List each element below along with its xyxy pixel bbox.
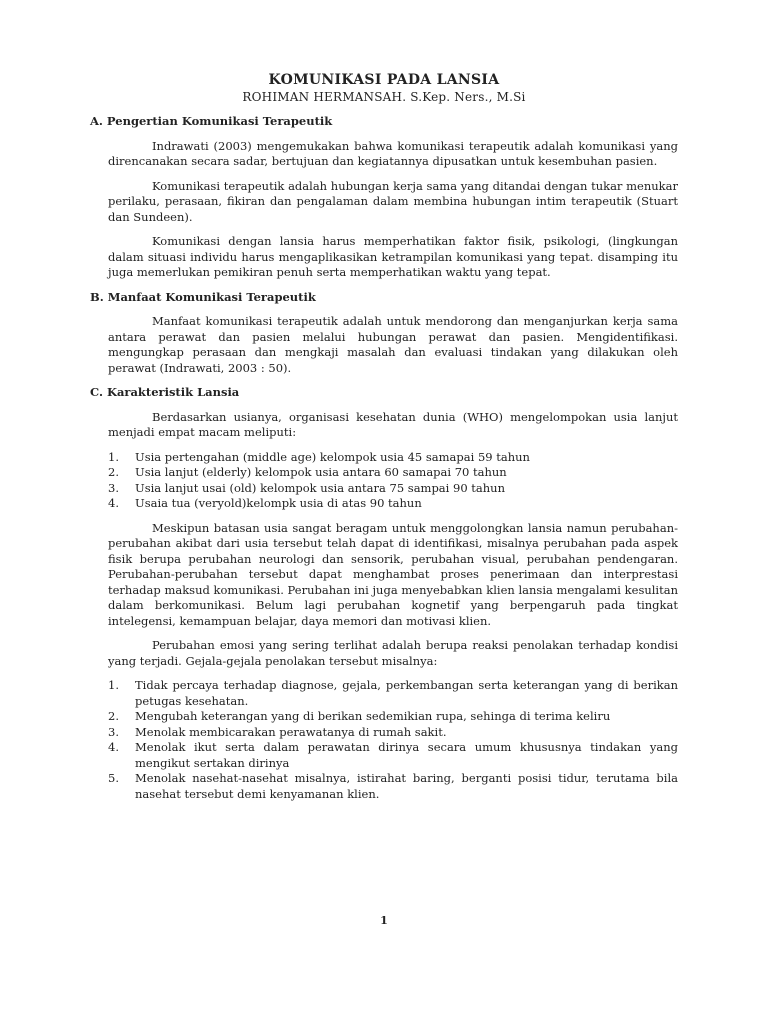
list-text: Usia lanjut (elderly) kelompok usia antara 60 samapai 70 tahun xyxy=(135,465,507,479)
list-item xyxy=(90,709,678,725)
list-number: 4. xyxy=(108,740,119,754)
list-text: Menolak ikut serta dalam perawatan dirinya secara umum khususnya tindakan yang mengikut sertakan dirinya xyxy=(135,740,678,770)
section-c-heading: C. Karakteristik Lansia xyxy=(90,385,240,399)
age-group-list xyxy=(90,450,678,512)
list-item xyxy=(90,740,678,771)
list-number: 1. xyxy=(108,678,119,692)
list-item xyxy=(90,465,678,481)
section-b-heading: B. Manfaat Komunikasi Terapeutik xyxy=(90,289,316,304)
list-item xyxy=(90,496,678,512)
list-number: 1. xyxy=(108,449,119,464)
list-number: 3. xyxy=(108,724,119,739)
list-text: Usia lanjut usai (old) kelompok usia antara 75 sampai 90 tahun xyxy=(135,480,505,495)
list-text: Menolak membicarakan perawatanya di rumah sakit. xyxy=(135,724,447,739)
rejection-symptom-list xyxy=(90,678,678,802)
paragraph: Indrawati (2003) mengemukakan bahwa komunikasi terapeutik adalah komunikasi yang direncanakan secara sadar, bertujuan dan kegiatannya dipusatkan untuk kesembuhan pasien. xyxy=(108,138,678,168)
list-text: Mengubah keterangan yang di berikan sedemikian rupa, sehinga di terima keliru xyxy=(135,709,611,723)
document-author: ROHIMAN HERMANSAH. S.Kep. Ners., M.Si xyxy=(242,90,526,104)
list-item xyxy=(90,450,678,466)
list-item xyxy=(90,678,678,709)
list-text: Tidak percaya terhadap diagnose, gejala, perkembangan serta keterangan yang di berikan petugas kesehatan. xyxy=(135,678,678,708)
paragraph: Komunikasi dengan lansia harus memperhatikan faktor fisik, psikologi, (lingkungan dalam situasi individu harus mengaplikasikan ketrampilan komunikasi yang tepat. disamping itu juga memerlukan pemikiran penuh serta memperhatikan waktu yang tepat. xyxy=(108,234,678,279)
list-item xyxy=(90,481,678,497)
paragraph: Berdasarkan usianya, organisasi kesehatan dunia (WHO) mengelompokan usia lanjut menjadi empat macam meliputi: xyxy=(108,409,678,439)
document-title: KOMUNIKASI PADA LANSIA xyxy=(268,72,500,88)
list-item xyxy=(90,725,678,741)
paragraph: Manfaat komunikasi terapeutik adalah untuk mendorong dan menganjurkan kerja sama antara perawat dan pasien melalui hubungan perawat dan pasien. Mengidentifikasi. mengungkap perasaan dan mengkaji masalah dan evaluasi tindakan yang dilakukan oleh perawat (Indrawati, 2003 : 50). xyxy=(108,314,678,375)
paragraph: Komunikasi terapeutik adalah hubungan kerja sama yang ditandai dengan tukar menukar perilaku, perasaan, fikiran dan pengalaman dalam membina hubungan intim terapeutik (Stuart dan Sundeen). xyxy=(108,178,678,224)
document-body xyxy=(90,114,678,811)
paragraph: Meskipun batasan usia sangat beragam untuk menggolongkan lansia namun perubahan-perubahan akibat dari usia tersebut telah dapat di identifikasi, misalnya perubahan pada aspek fisik berupa perubahan neurologi dan sensorik, perubahan visual, perubahan pendengaran. Perubahan-perubahan tersebut dapat menghambat proses penerimaan dan interprestasi terhadap maksud komunikasi. Perubahan ini juga menyebabkan klien lansia mengalami kesulitan dalam berkomunikasi. Belum lagi perubahan kognetif yang berpengaruh pada tingkat intelegensi, kemampuan belajar, daya memori dan motivasi klien. xyxy=(108,520,678,628)
list-item xyxy=(90,771,678,802)
list-text: Menolak nasehat-nasehat misalnya, istirahat baring, berganti posisi tidur, terutama bila nasehat tersebut demi kenyamanan klien. xyxy=(135,771,678,801)
list-number: 3. xyxy=(108,480,119,495)
section-a-heading: A. Pengertian Komunikasi Terapeutik xyxy=(90,114,333,128)
list-text: Usia pertengahan (middle age) kelompok usia 45 samapai 59 tahun xyxy=(135,449,530,464)
list-text: Usaia tua (veryold)kelompk usia di atas 90 tahun xyxy=(135,496,422,510)
list-number: 5. xyxy=(108,771,119,785)
list-number: 2. xyxy=(108,465,119,479)
paragraph: Perubahan emosi yang sering terlihat adalah berupa reaksi penolakan terhadap kondisi yang terjadi. Gejala-gejala penolakan tersebut misalnya: xyxy=(108,638,678,668)
list-number: 2. xyxy=(108,709,119,723)
list-number: 4. xyxy=(108,496,119,510)
page-number: 1 xyxy=(380,914,388,927)
